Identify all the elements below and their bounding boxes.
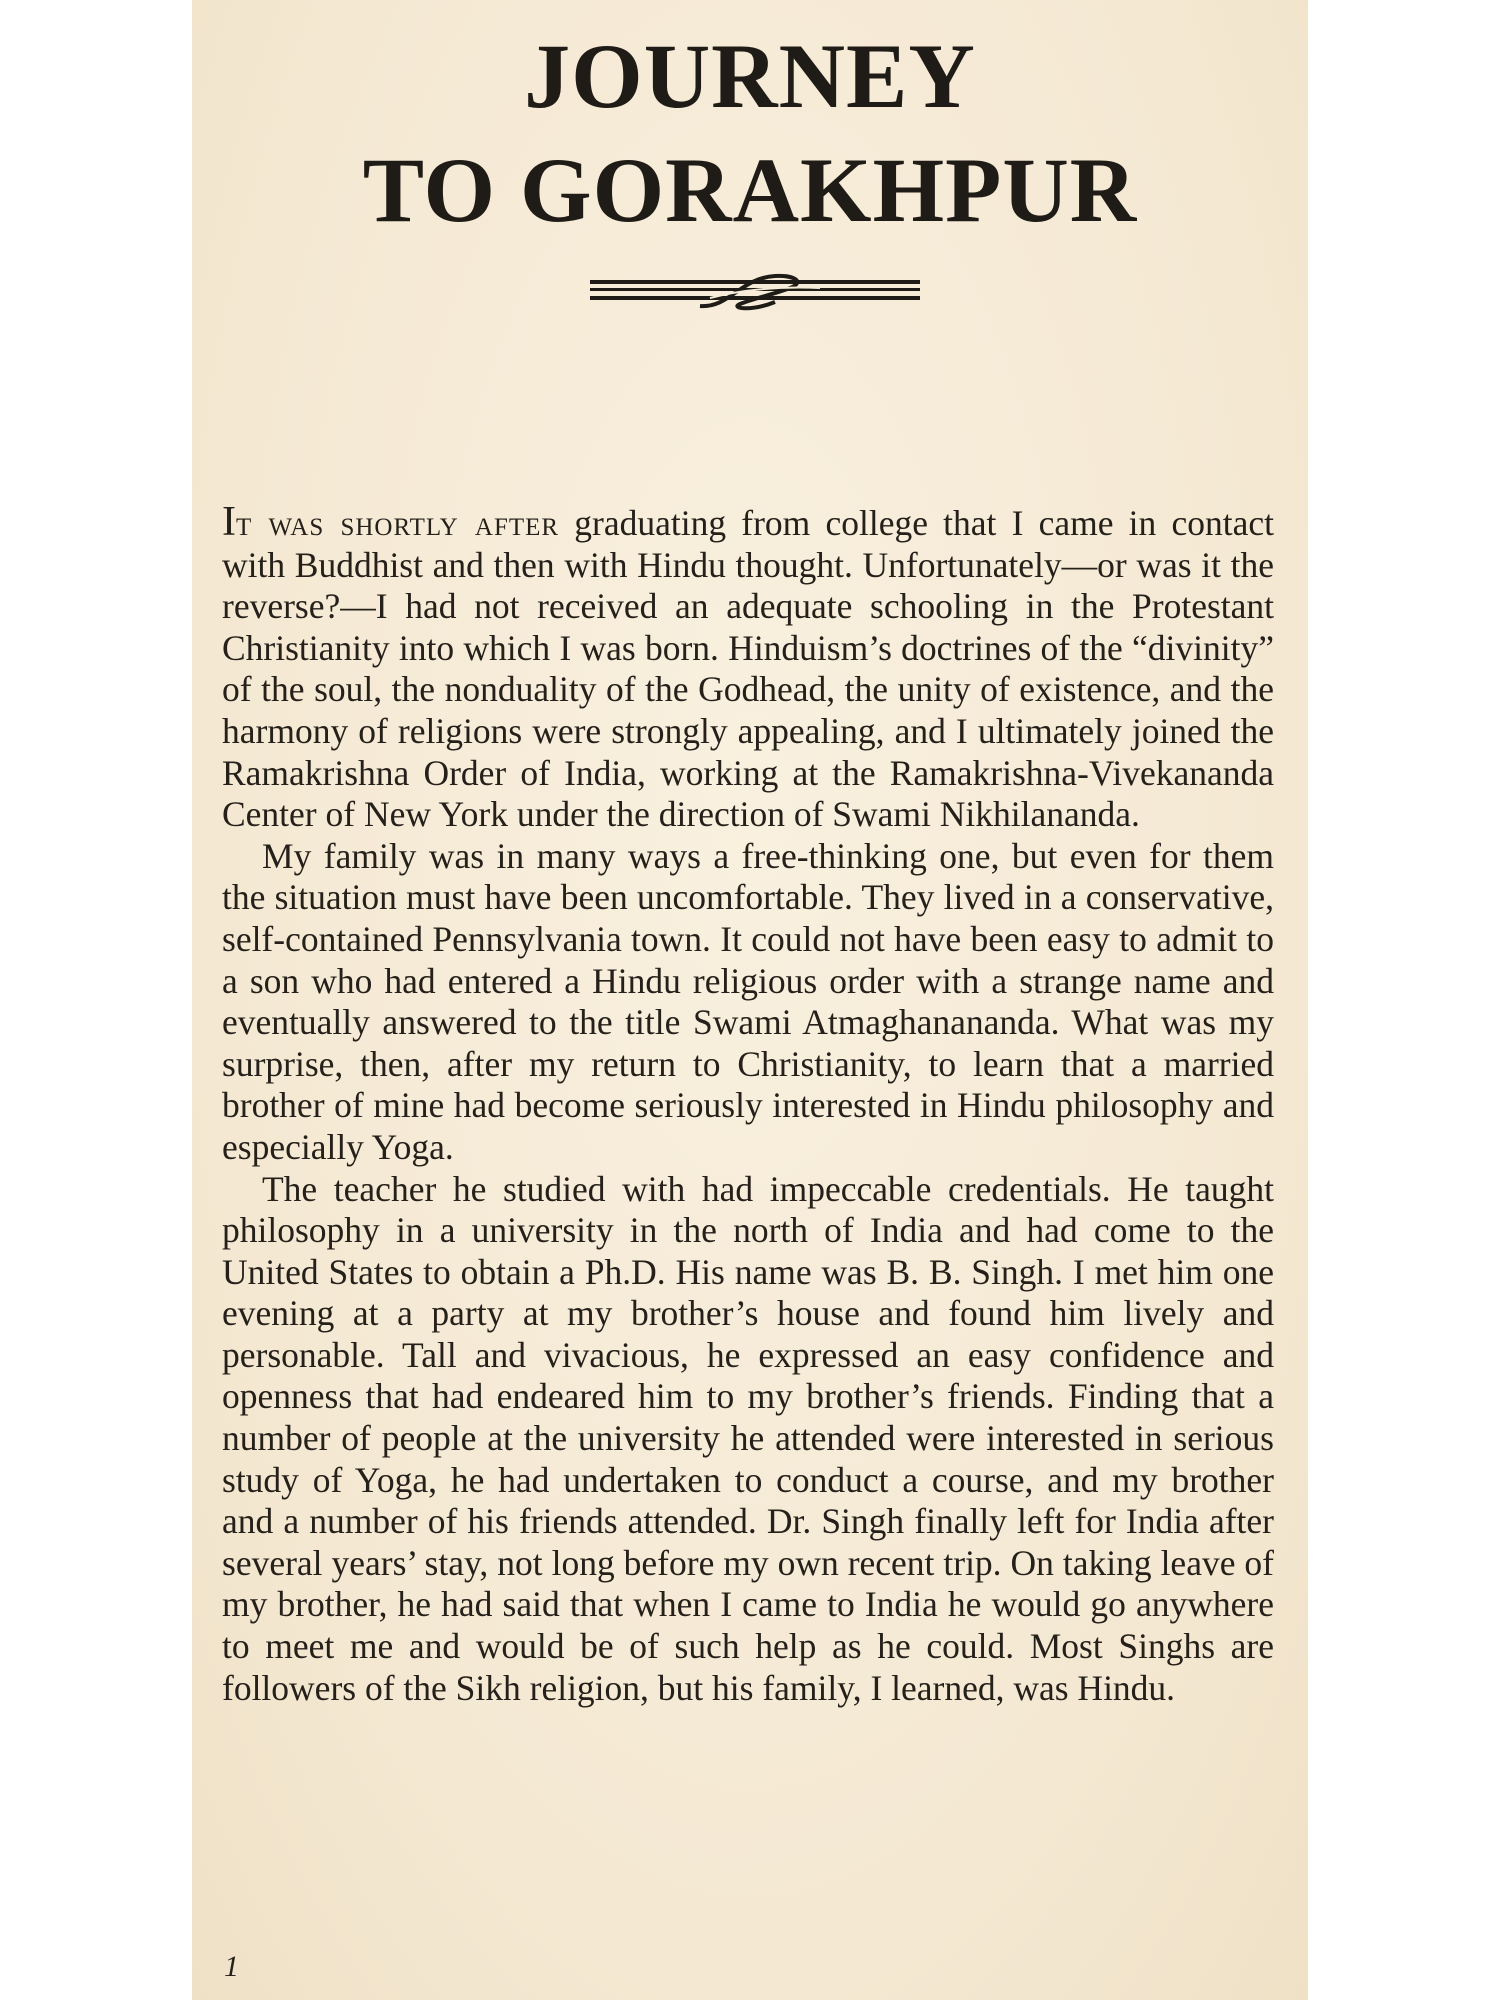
page-number: 1 [224, 1950, 239, 1983]
chapter-body-text [222, 499, 1274, 1709]
chapter-title-line-1: JOURNEY [524, 25, 976, 127]
body-paragraph: My family was in many ways a free-thinking one, but even for them the situation must have been uncomfortable. They lived in a conservative, self-contained Pennsylvania town. It could not have been easy to admit to a son who had entered a Hindu religious order with a strange name and eventually answered to the title Swami Atmaghanananda. What was my surprise, then, after my return to Christianity, to learn that a married brother of mine had become seriously interested in Hindu philosophy and especially Yoga. [222, 835, 1274, 1167]
title-ornament-icon [590, 268, 920, 318]
chapter-title-line-2: TO GORAKHPUR [362, 139, 1138, 241]
opening-paragraph-text: graduating from college that I came in contact with Buddhist and then with Hindu thought. Unfortunately—or was it the reverse?—I had not received an adequate schooling in the Protestant Christianity into which I was born. Hinduism’s doctrines of the “divinity” of the soul, the nonduality of the Godhead, the unity of existence, and the harmony of religions were strongly appealing, and I ultimately joined the Ramakrishna Order of India, working at the Ramakrishna-Vivekananda Center of New York under the direction of Swami Nikhilananda. [222, 503, 1274, 835]
opening-small-caps: t was shortly after [236, 503, 560, 543]
opening-paragraph [222, 499, 1274, 836]
body-paragraph: The teacher he studied with had impeccable credentials. He taught philosophy in a university in the north of India and had come to the United States to obtain a Ph.D. His name was B. B. Singh. I met him one evening at a party at my brother’s house and found him lively and personable. Tall and vivacious, he expressed an easy confidence and openness that had endeared him to my brother’s friends. Finding that a number of people at the university he attended were interested in serious study of Yoga, he had undertaken to conduct a course, and my brother and a number of his friends attended. Dr. Singh finally left for India after several years’ stay, not long before my own recent trip. On taking leave of my brother, he had said that when I came to India he would go anywhere to meet me and would be of such help as he could. Most Singhs are followers of the Sikh religion, but his family, I learned, was Hindu. [222, 1168, 1274, 1708]
book-page [192, 0, 1308, 2000]
opening-initial: I [222, 499, 236, 545]
